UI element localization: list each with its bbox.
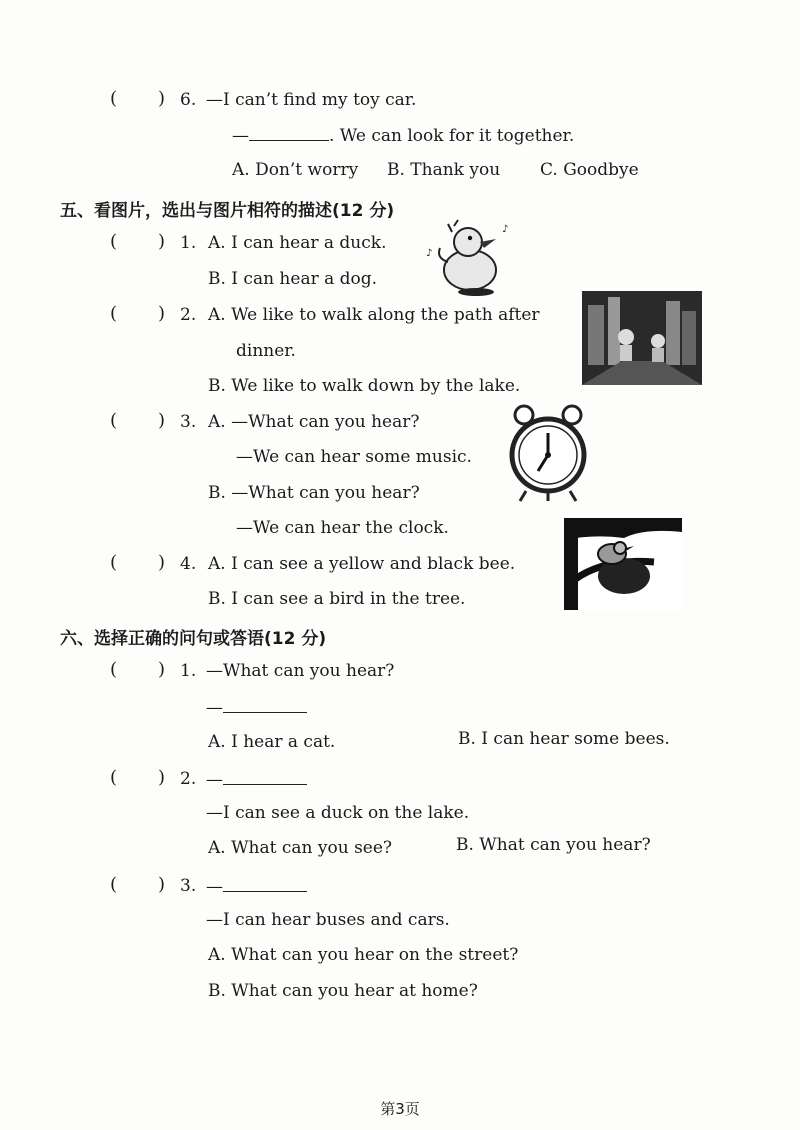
answer-paren-close: ) (158, 231, 166, 252)
option-a: A. Don’t worry (232, 160, 359, 180)
question-number: 2. (180, 305, 197, 325)
question-blank[interactable] (223, 875, 307, 892)
answer-text: —I can see a duck on the lake. (206, 803, 470, 823)
option-b: B. I can see a bird in the tree. (208, 589, 466, 609)
svg-text:♪: ♪ (426, 248, 433, 259)
option-a: A. What can you hear on the street? (208, 945, 519, 965)
answer-paren-close: ) (158, 552, 166, 573)
question-number: 2. (180, 769, 197, 789)
question-blank[interactable] (223, 768, 307, 785)
option-a-answer: —We can hear some music. (236, 447, 472, 467)
option-a: A. —What can you hear? (208, 412, 420, 432)
question-number: 1. (180, 233, 197, 253)
question-number: 3. (180, 876, 197, 896)
question-prefix: — (206, 877, 223, 897)
option-b: B. I can hear some bees. (458, 729, 670, 749)
answer-paren-open: ( (110, 88, 118, 109)
svg-text:♪: ♪ (502, 224, 509, 235)
option-c: C. Goodbye (540, 160, 639, 180)
answer-blank[interactable] (249, 124, 329, 141)
option-b: B. What can you hear at home? (208, 981, 478, 1001)
option-b: B. I can hear a dog. (208, 269, 378, 289)
answer-paren-close: ) (158, 659, 166, 680)
section-heading: 六、选择正确的问句或答语(12 分) (60, 629, 327, 649)
answer-paren-open: ( (110, 874, 118, 895)
answer-text: —I can hear buses and cars. (206, 910, 450, 930)
question-line (206, 768, 307, 791)
answer-line (232, 124, 574, 147)
question-number: 4. (180, 554, 197, 574)
option-b: B. What can you hear? (456, 835, 651, 855)
answer-paren-close: ) (158, 874, 166, 895)
bird-in-tree-picture (564, 518, 682, 610)
question-line (206, 875, 307, 898)
option-a: A. I can hear a duck. (208, 233, 387, 253)
answer-paren-open: ( (110, 552, 118, 573)
answer-prefix: — (232, 126, 249, 146)
answer-paren-close: ) (158, 303, 166, 324)
question-number: 1. (180, 661, 197, 681)
question-number: 3. (180, 412, 197, 432)
answer-blank[interactable] (223, 696, 307, 713)
option-a: A. We like to walk along the path after (208, 305, 540, 325)
answer-paren-close: ) (158, 88, 166, 109)
option-b-answer: —We can hear the clock. (236, 518, 449, 538)
answer-paren-open: ( (110, 303, 118, 324)
option-a-continued: dinner. (236, 341, 296, 361)
answer-paren-close: ) (158, 410, 166, 431)
answer-prefix: — (206, 698, 223, 718)
question-prefix: — (206, 770, 223, 790)
option-a: A. What can you see? (208, 838, 393, 858)
section-heading: 五、看图片，选出与图片相符的描述(12 分) (60, 201, 395, 221)
answer-paren-close: ) (158, 767, 166, 788)
answer-paren-open: ( (110, 659, 118, 680)
question-text: —I can’t find my toy car. (206, 90, 417, 110)
page-number: 第3页 (380, 1100, 420, 1118)
option-b: B. We like to walk down by the lake. (208, 376, 521, 396)
duck-picture (418, 212, 520, 298)
option-b: B. Thank you (387, 160, 501, 180)
answer-suffix: . We can look for it together. (329, 126, 575, 146)
option-a: A. I can see a yellow and black bee. (208, 554, 516, 574)
answer-paren-open: ( (110, 410, 118, 431)
answer-paren-open: ( (110, 231, 118, 252)
clock-picture (506, 403, 590, 503)
option-b: B. —What can you hear? (208, 483, 420, 503)
option-a: A. I hear a cat. (208, 732, 336, 752)
answer-paren-open: ( (110, 767, 118, 788)
answer-line (206, 696, 307, 719)
question-number: 6. (180, 90, 197, 110)
question-text: —What can you hear? (206, 661, 395, 681)
walking-path-picture (582, 291, 702, 385)
